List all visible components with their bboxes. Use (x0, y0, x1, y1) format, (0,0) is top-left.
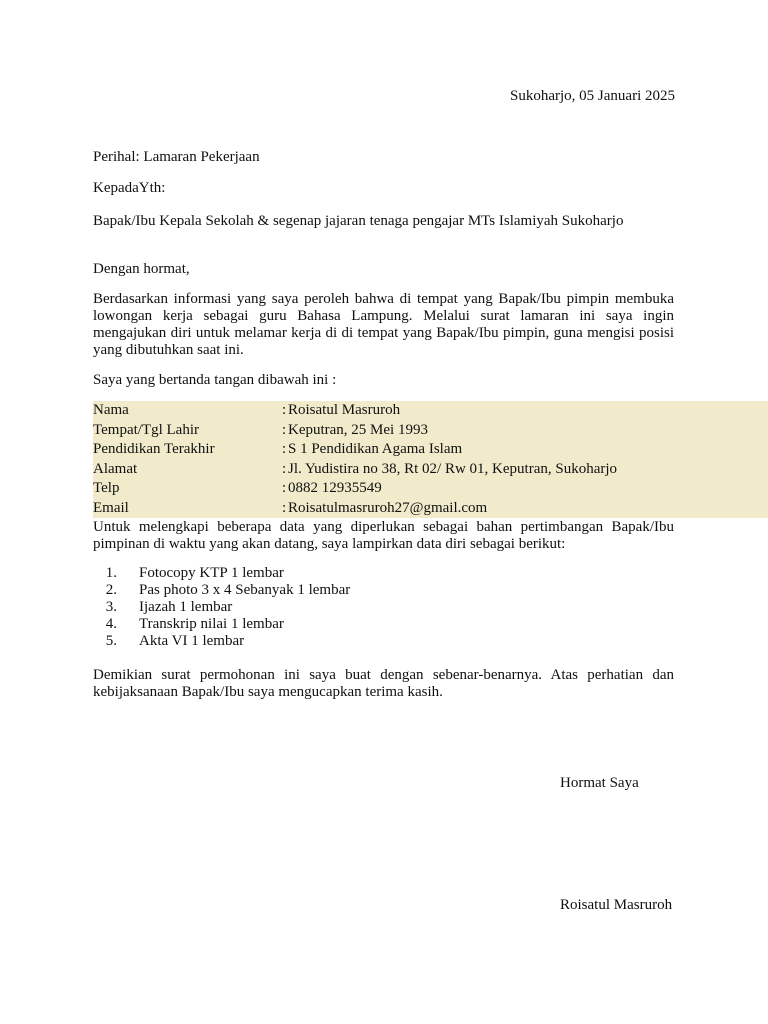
recipient: Bapak/Ibu Kepala Sekolah & segenap jajaran tenaga pengajar MTs Islamiyah Sukoharjo (93, 213, 624, 229)
personal-data-row-name (93, 401, 768, 421)
list-text: Akta VI 1 lembar (139, 633, 245, 649)
personal-data-label: Tempat/Tgl Lahir (93, 421, 199, 438)
list-text: Transkrip nilai 1 lembar (139, 616, 284, 632)
attachments-list (93, 565, 350, 650)
personal-data-colon: : (282, 421, 287, 438)
list-number: 4. (105, 616, 117, 632)
personal-data-value: Keputran, 25 Mei 1993 (288, 421, 428, 438)
list-text: Fotocopy KTP 1 lembar (139, 565, 284, 581)
list-number: 3. (105, 599, 117, 615)
list-item (93, 599, 350, 616)
list-item (93, 633, 350, 650)
personal-data-value: Jl. Yudistira no 38, Rt 02/ Rw 01, Keputran, Sukoharjo (288, 460, 618, 477)
signer-name: Roisatul Masruroh (560, 897, 673, 913)
personal-data-table (93, 401, 768, 518)
personal-data-label: Telp (93, 480, 120, 496)
closing-salutation: Hormat Saya (560, 775, 639, 791)
intro-paragraph: Berdasarkan informasi yang saya peroleh bahwa di tempat yang Bapak/Ibu pimpin membuka lowongan kerja sebagai guru Bahasa Lampung. Melalui surat lamaran ini saya ingin mengajukan diri untuk melamar kerja di di tempat yang Bapak/Ibu pimpin, guna mengisi posisi yang dibutuhkan saat ini. (93, 291, 674, 358)
list-number: 5. (105, 633, 117, 649)
personal-data-row-birth (93, 421, 768, 441)
personal-data-colon: : (282, 460, 287, 477)
subject-line: Perihal: Lamaran Pekerjaan (93, 149, 260, 165)
personal-data-colon: : (282, 499, 287, 516)
personal-data-colon: : (282, 441, 287, 457)
personal-data-colon: : (282, 480, 287, 496)
list-number: 2. (105, 582, 117, 598)
greeting: Dengan hormat, (93, 261, 190, 277)
personal-data-label: Email (93, 499, 129, 516)
personal-data-row-address (93, 460, 768, 480)
personal-data-label: Nama (93, 402, 129, 418)
list-item (93, 582, 350, 599)
closing-paragraph: Demikian surat permohonan ini saya buat dengan sebenar-benarnya. Atas perhatian dan kebijaksanaan Bapak/Ibu saya mengucapkan terima kasih. (93, 667, 674, 700)
personal-data-label: Alamat (93, 460, 138, 477)
list-item (93, 616, 350, 633)
personal-data-row-phone (93, 479, 768, 499)
personal-data-value: Roisatul Masruroh (288, 402, 401, 418)
personal-data-colon: : (282, 402, 287, 418)
list-number: 1. (105, 565, 117, 581)
personal-data-value: S 1 Pendidikan Agama Islam (288, 441, 463, 457)
personal-data-value: Roisatulmasruroh27@gmail.com (288, 499, 488, 516)
signer-intro: Saya yang bertanda tangan dibawah ini : (93, 372, 337, 388)
list-text: Ijazah 1 lembar (139, 599, 233, 615)
attachments-intro: Untuk melengkapi beberapa data yang diperlukan sebagai bahan pertimbangan Bapak/Ibu pimpinan di waktu yang akan datang, saya lampirkan data diri sebagai berikut: (93, 519, 674, 552)
personal-data-row-email (93, 499, 768, 519)
list-text: Pas photo 3 x 4 Sebanyak 1 lembar (139, 582, 351, 598)
recipient-label: KepadaYth: (93, 180, 166, 196)
personal-data-value: 0882 12935549 (288, 480, 382, 496)
list-item (93, 565, 350, 582)
personal-data-row-education (93, 440, 768, 460)
personal-data-label: Pendidikan Terakhir (93, 441, 215, 457)
place-date: Sukoharjo, 05 Januari 2025 (510, 88, 675, 104)
